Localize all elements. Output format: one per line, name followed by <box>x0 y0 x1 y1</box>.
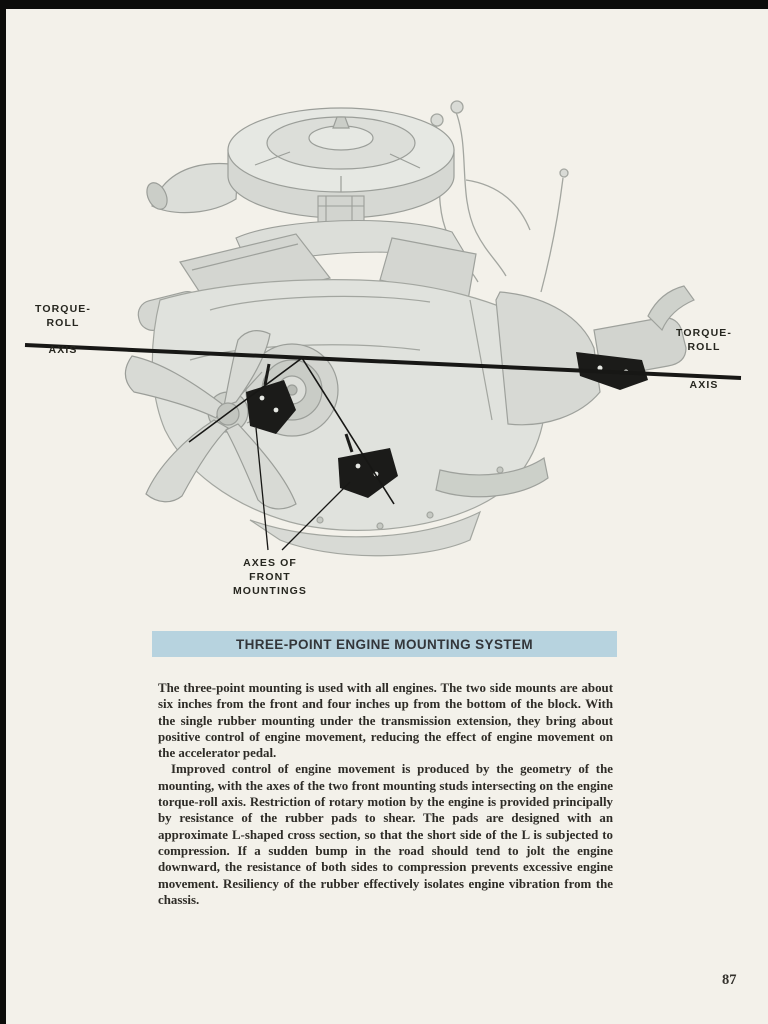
label-line: MOUNTINGS <box>232 585 308 597</box>
label-line: TORQUE- <box>676 327 732 339</box>
front-mountings-label <box>200 556 340 598</box>
body-text <box>158 680 613 908</box>
air-cleaner <box>143 108 454 218</box>
torque-roll-axis-label-right <box>666 326 742 392</box>
label-line: ROLL <box>687 341 721 353</box>
section-heading: THREE-POINT ENGINE MOUNTING SYSTEM <box>235 636 534 652</box>
page-number: 87 <box>722 972 737 988</box>
paragraph-2: Improved control of engine movement is produced by the geometry of the mounting, with the axes of the two front mounting studs intersecting on the engine torque-roll axis. Restriction of rotary motion by the engine is provided principally by resistance of the rubber pads to shear. The pads are designed with an approximate L-shaped cross section, so that the short side of the L is subjected to compression. If a sudden bump in the road should tend to jolt the engine downward, the resistance of both sides to compression prevents excessive engine movement. Resiliency of the rubber effectively isolates engine vibration from the chassis. <box>158 762 613 907</box>
label-line: AXIS <box>689 379 719 391</box>
label-line: FRONT <box>249 571 291 583</box>
label-line: TORQUE- <box>35 303 91 315</box>
paragraph-1: The three-point mounting is used with all engines. The two side mounts are about six inches from the front and four inches up from the bottom of the block. With the single rubber mounting under the transmission extension, they bring about positive control of engine movement, reducing the effect of engine movement on the accelerator pedal. <box>158 681 613 761</box>
torque-roll-axis-label-left <box>22 302 104 357</box>
label-line: AXIS <box>48 344 78 356</box>
label-line: AXES OF <box>243 557 297 569</box>
section-heading-bar <box>152 631 617 657</box>
label-line: ROLL <box>46 317 80 329</box>
